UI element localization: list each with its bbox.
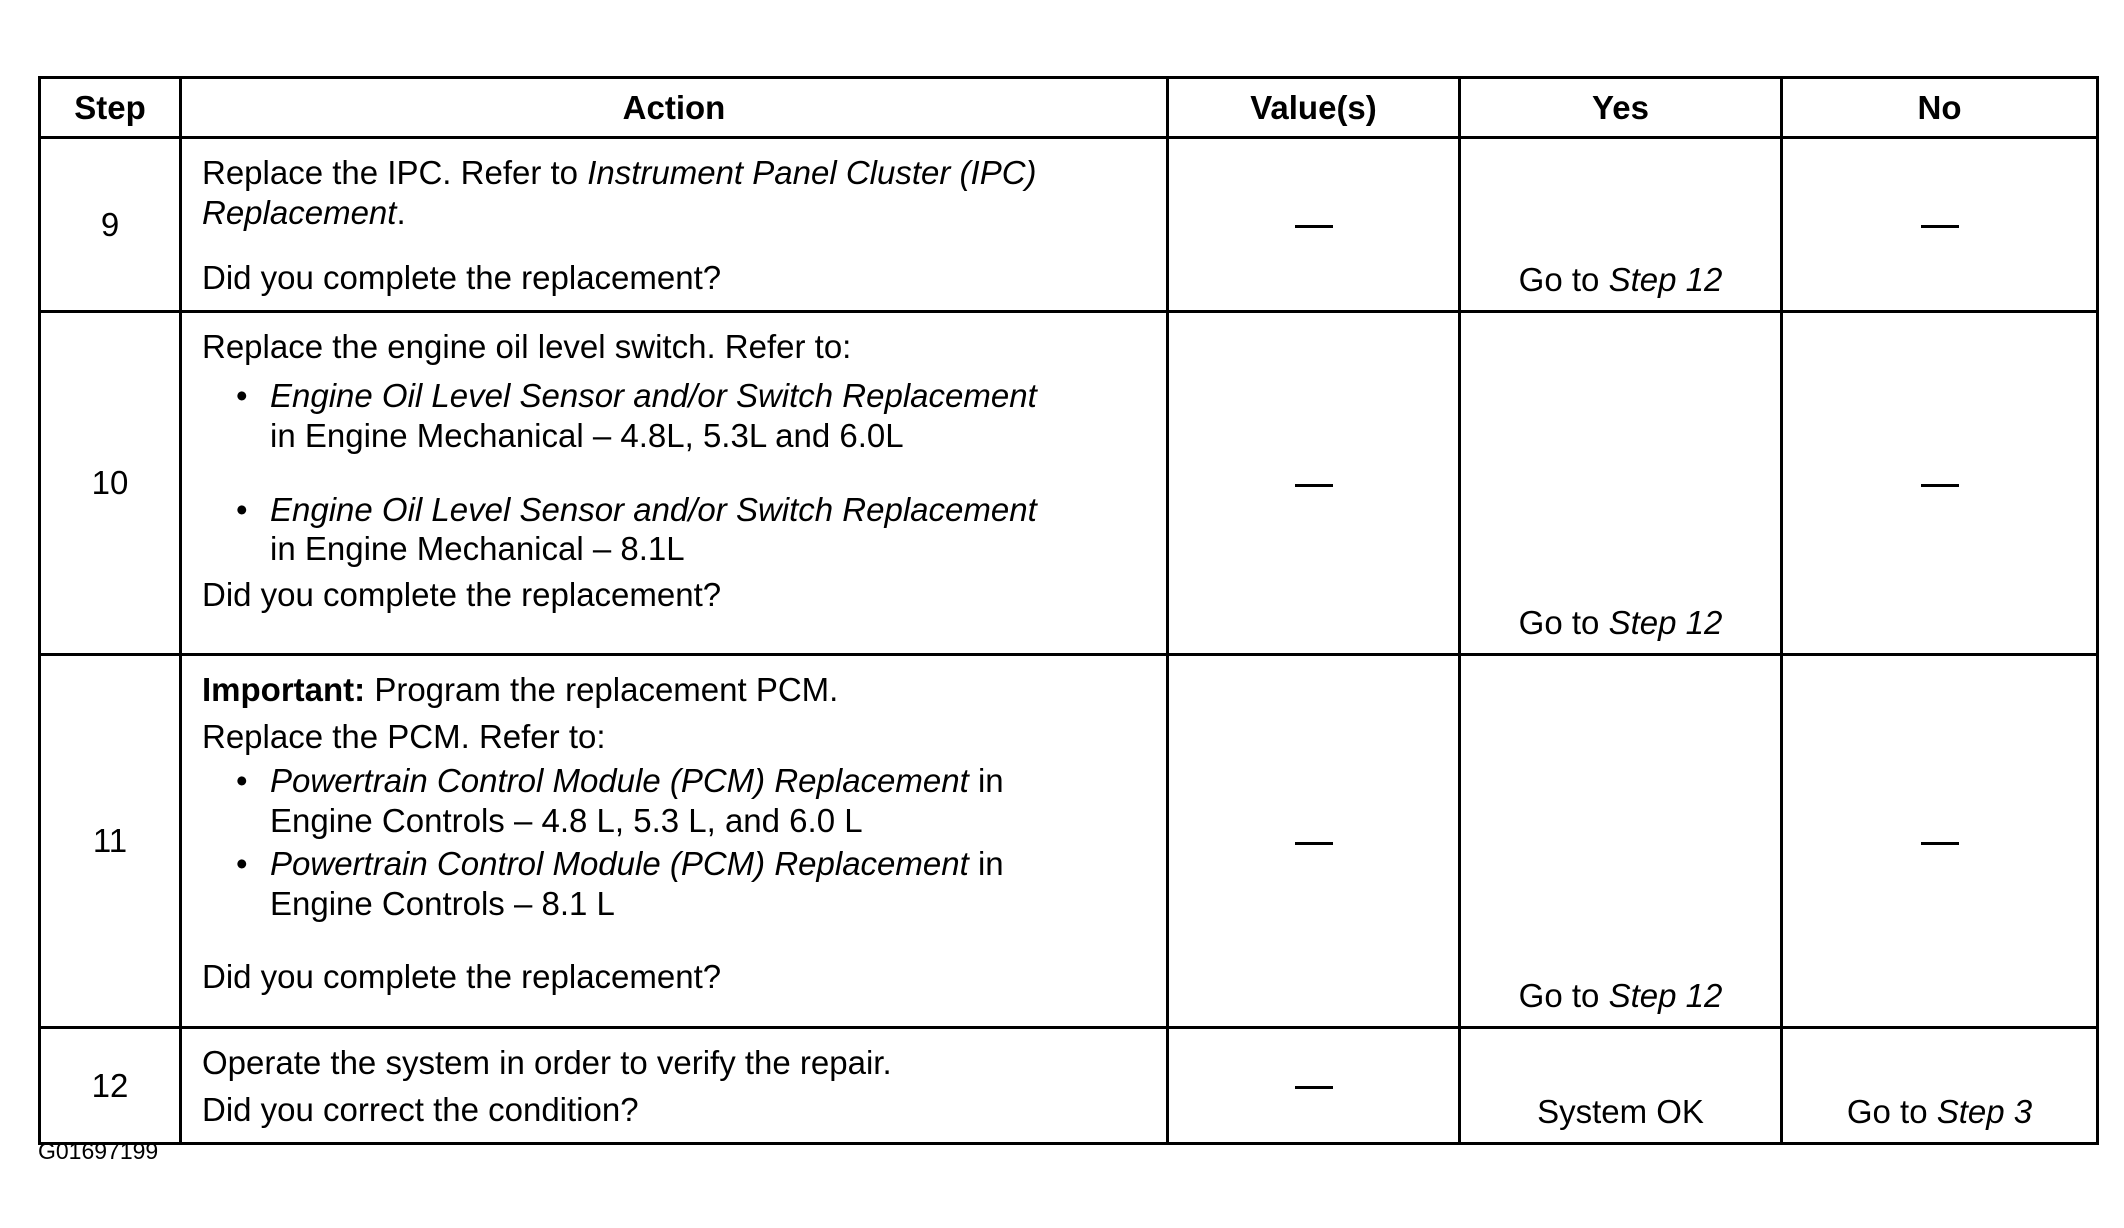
list-item: [202, 490, 1146, 569]
procedure-reference: • Engine Oil Level Sensor and/or Switch Replacement: [270, 377, 1037, 415]
table-row: [40, 311, 2098, 654]
step-reference: Step 12: [1608, 977, 1723, 1015]
table-row: [40, 1027, 2098, 1143]
em-dash: [1921, 842, 1959, 845]
action-question: Did you correct the condition?: [202, 1091, 639, 1129]
em-dash: [1921, 225, 1959, 228]
procedure-reference: • Engine Oil Level Sensor and/or Switch Replacement: [270, 490, 1037, 528]
reference-location: in Engine Mechanical – 4.8L, 5.3L and 6.0L: [270, 416, 904, 454]
diagnostic-table: [38, 76, 2099, 1145]
values-cell: [1168, 654, 1460, 1027]
yes-cell: [1460, 654, 1782, 1027]
instruction-text: Replace the IPC. Refer to: [202, 154, 588, 191]
em-dash: [1295, 842, 1333, 845]
action-cell: [181, 654, 1168, 1027]
important-label: Important:: [202, 670, 366, 708]
header-no: No: [1782, 78, 2098, 138]
action-question: Did you complete the replacement?: [202, 575, 722, 613]
no-text: Go to: [1846, 1093, 1937, 1131]
values-cell: [1168, 1027, 1460, 1143]
header-row: [40, 78, 2098, 138]
values-cell: [1168, 311, 1460, 654]
reference-location: in Engine Mechanical – 8.1L: [270, 530, 685, 568]
reference-line: [270, 844, 1146, 884]
step-number: 10: [40, 311, 181, 654]
figure-id: G01697199: [38, 1138, 159, 1164]
no-cell: [1782, 138, 2098, 312]
yes-cell: [1460, 311, 1782, 654]
reference-suffix: in: [968, 845, 1004, 883]
values-cell: [1168, 138, 1460, 312]
em-dash: [1295, 225, 1333, 228]
action-intro: Replace the engine oil level switch. Refer to:: [202, 327, 852, 365]
yes-text: Go to: [1518, 977, 1609, 1015]
procedure-reference: Instrument Panel Cluster (IPC) Replacement: [202, 154, 1037, 231]
list-item: [202, 761, 1146, 840]
list-item: [202, 844, 1146, 923]
action-question: Did you complete the replacement?: [202, 958, 722, 996]
reference-location: Engine Controls – 8.1 L: [270, 884, 615, 922]
header-action: Action: [181, 78, 1168, 138]
action-cell: [181, 1027, 1168, 1143]
instruction-text: .: [396, 193, 406, 231]
action-question: Did you complete the replacement?: [202, 259, 722, 297]
em-dash: [1295, 484, 1333, 487]
yes-cell: [1460, 138, 1782, 312]
action-intro: Operate the system in order to verify the repair.: [202, 1043, 892, 1081]
reference-line: [270, 761, 1146, 801]
action-cell: [181, 311, 1168, 654]
header-values: Value(s): [1168, 78, 1460, 138]
yes-text: Go to: [1518, 261, 1609, 299]
header-yes: Yes: [1460, 78, 1782, 138]
procedure-reference: Powertrain Control Module (PCM) Replacement: [270, 761, 969, 799]
step-number: 11: [40, 654, 181, 1027]
important-note: [202, 670, 1146, 710]
no-cell: [1782, 1027, 2098, 1143]
yes-cell: System OK: [1460, 1027, 1782, 1143]
important-text: Program the replacement PCM.: [365, 670, 839, 708]
step-reference: Step 12: [1608, 261, 1723, 299]
reference-list: [202, 761, 1146, 923]
step-number: 9: [40, 138, 181, 312]
step-reference: Step 12: [1608, 604, 1723, 642]
yes-text: Go to: [1518, 604, 1609, 642]
step-number: 12: [40, 1027, 181, 1143]
action-instruction: [202, 153, 1146, 232]
em-dash: [1921, 484, 1959, 487]
action-intro: Replace the PCM. Refer to:: [202, 718, 606, 756]
table-row: [40, 138, 2098, 312]
header-step: Step: [40, 78, 181, 138]
reference-location: Engine Controls – 4.8 L, 5.3 L, and 6.0 L: [270, 801, 863, 839]
procedure-reference: Powertrain Control Module (PCM) Replacement: [270, 845, 969, 883]
no-cell: [1782, 654, 2098, 1027]
list-item: [202, 376, 1146, 455]
reference-suffix: in: [968, 761, 1004, 799]
action-cell: [181, 138, 1168, 312]
table-row: [40, 654, 2098, 1027]
reference-list: [202, 376, 1146, 568]
no-cell: [1782, 311, 2098, 654]
step-reference: Step 3: [1936, 1093, 2033, 1131]
em-dash: [1295, 1086, 1333, 1089]
